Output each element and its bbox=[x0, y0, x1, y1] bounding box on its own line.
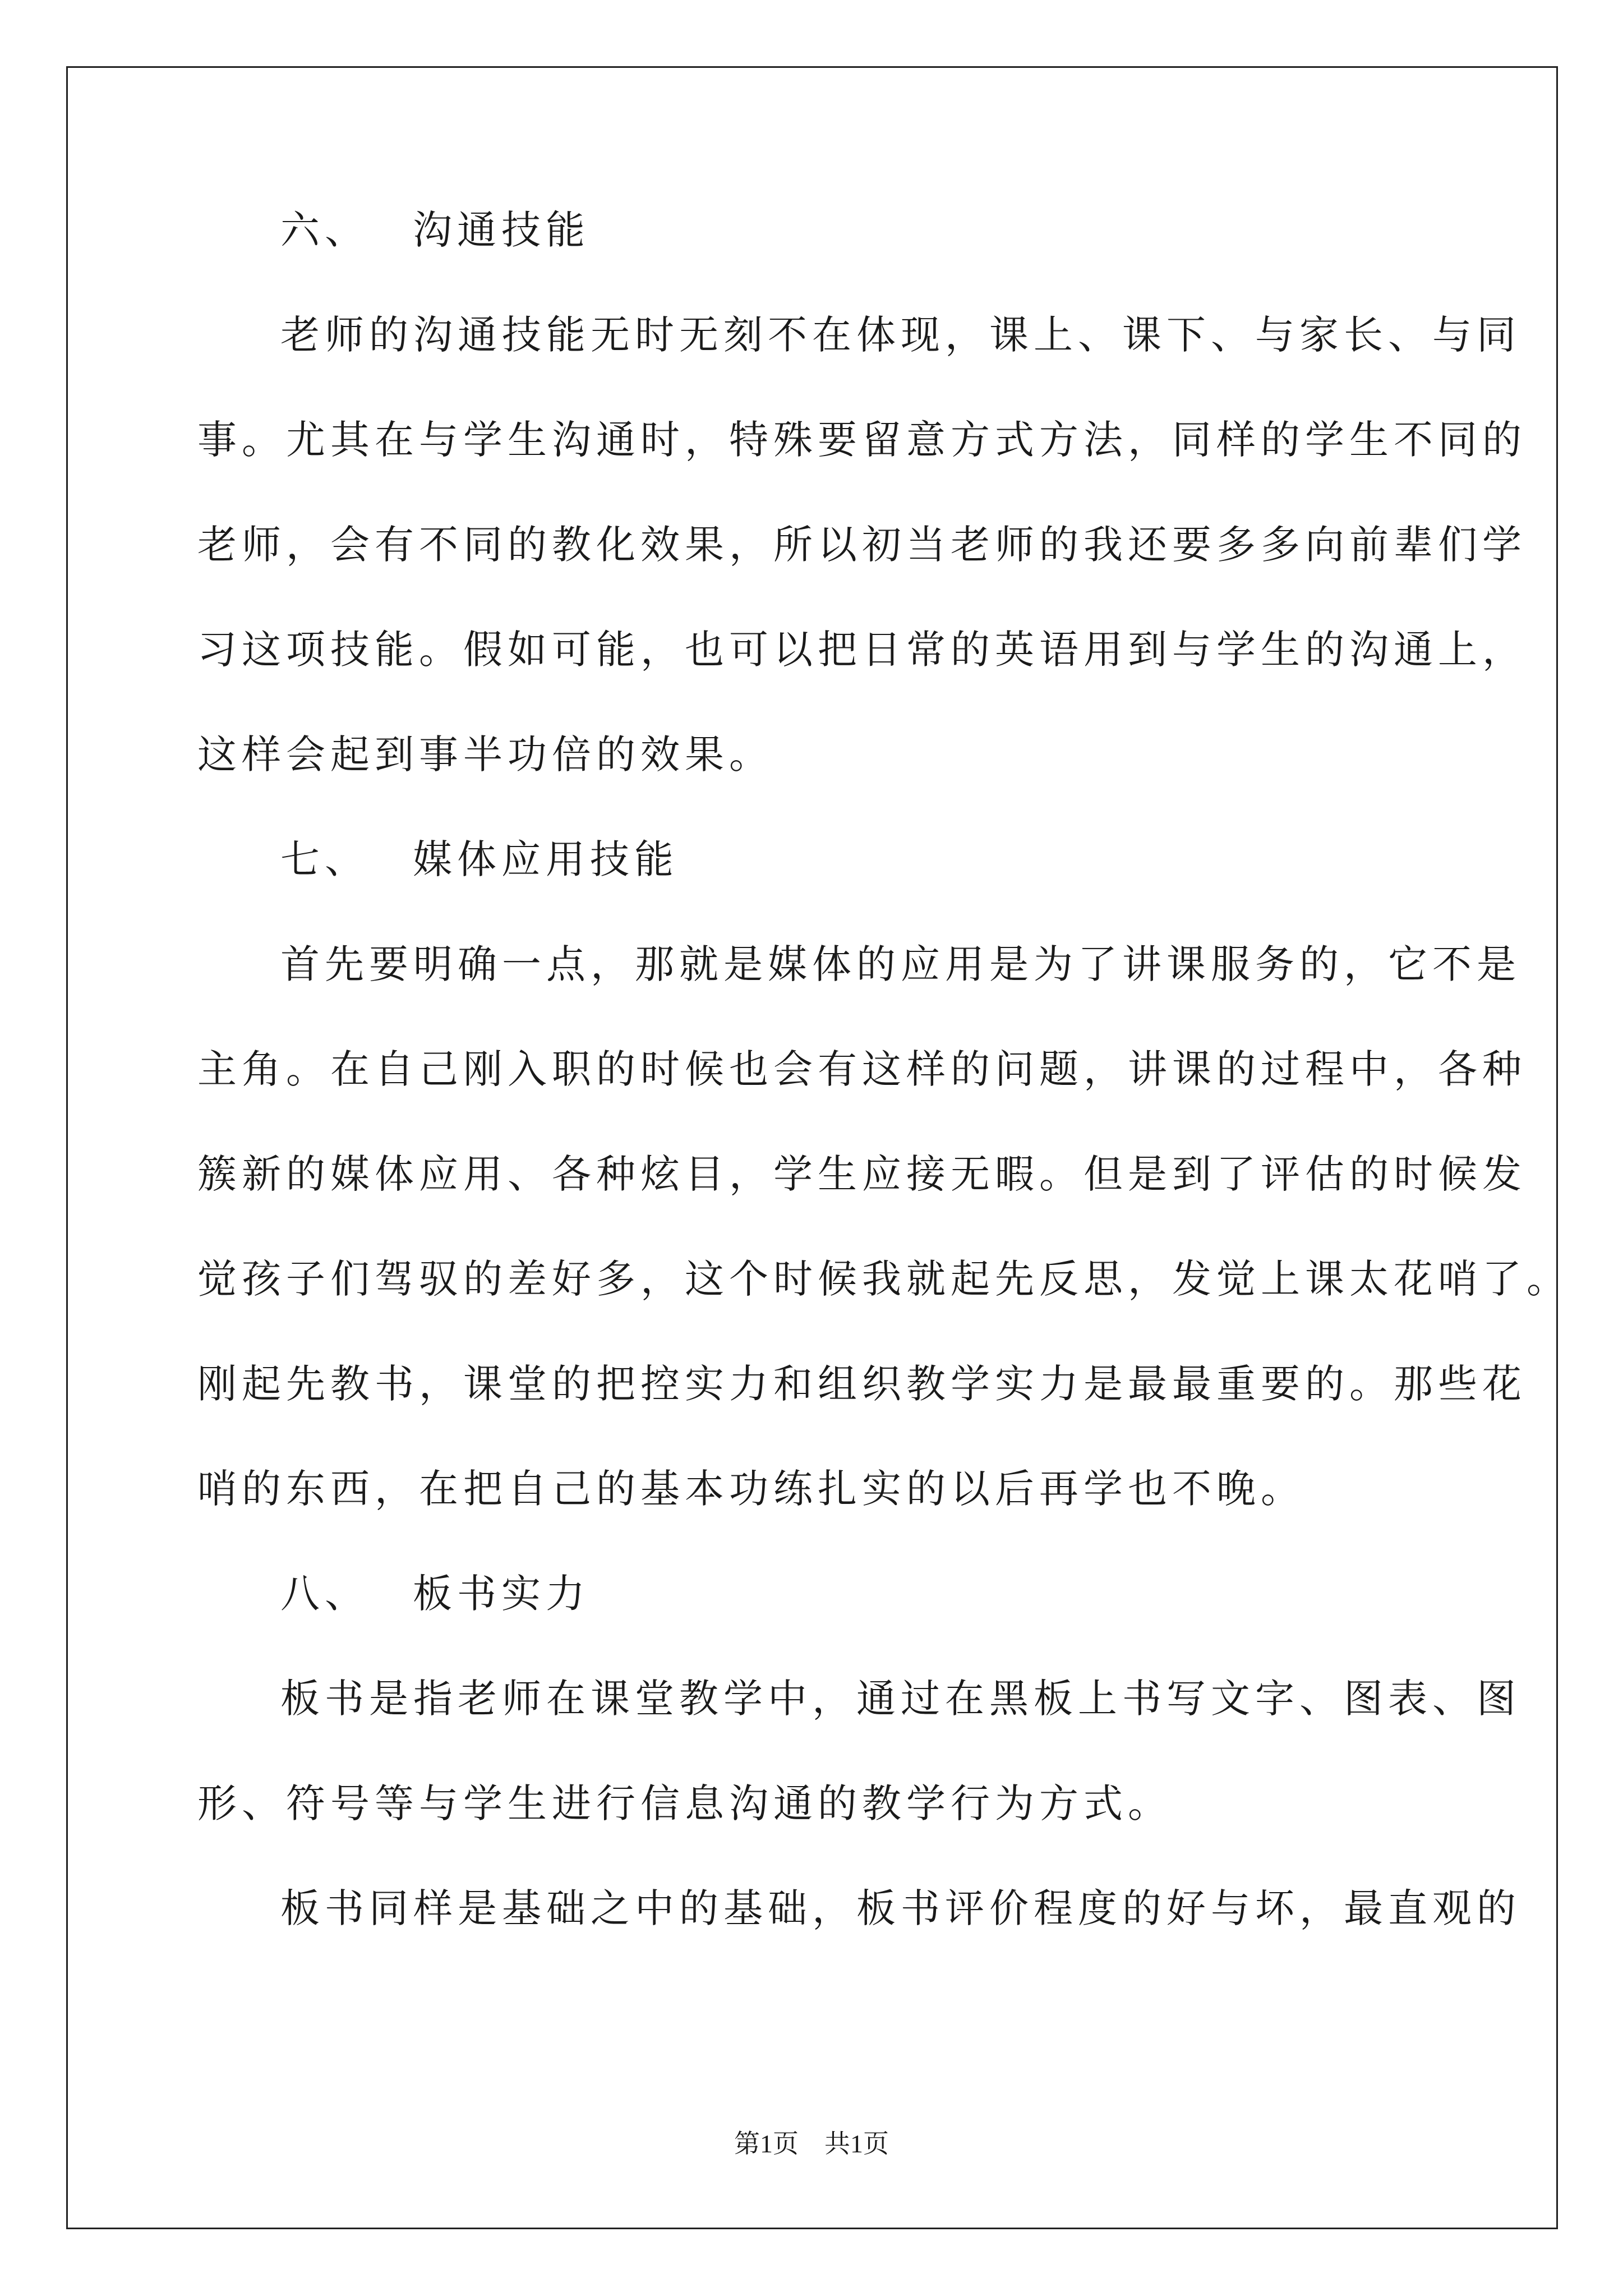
page-number: 第1页 bbox=[734, 2129, 799, 2158]
paragraph-line: 刚起先教书，课堂的把控实力和组织教学实力是最最重要的。那些花 bbox=[197, 1361, 1527, 1407]
paragraph-line: 主角。在自己刚入职的时候也会有这样的问题，讲课的过程中，各种 bbox=[197, 1046, 1527, 1092]
section-title: 媒体应用技能 bbox=[413, 836, 679, 882]
section-title: 板书实力 bbox=[413, 1571, 590, 1617]
paragraph-line: 老师的沟通技能无时无刻不在体现，课上、课下、与家长、与同 bbox=[280, 312, 1521, 358]
paragraph-line: 事。尤其在与学生沟通时，特殊要留意方式方法，同样的学生不同的 bbox=[197, 417, 1527, 463]
paragraph-line: 板书是指老师在课堂教学中，通过在黑板上书写文字、图表、图 bbox=[280, 1676, 1521, 1722]
paragraph-line: 板书同样是基础之中的基础，板书评价程度的好与坏，最直观的 bbox=[280, 1885, 1521, 1931]
section-heading-8 bbox=[280, 1566, 590, 1622]
paragraph-line: 这样会起到事半功倍的效果。 bbox=[197, 731, 773, 777]
paragraph-line: 觉孩子们驾驭的差好多，这个时候我就起先反思，发觉上课太花哨了。 bbox=[197, 1256, 1571, 1302]
paragraph-line: 哨的东西，在把自己的基本功练扎实的以后再学也不晚。 bbox=[197, 1466, 1305, 1512]
section-heading-7 bbox=[280, 831, 679, 887]
paragraph-line: 首先要明确一点，那就是媒体的应用是为了讲课服务的，它不是 bbox=[280, 941, 1521, 987]
paragraph-line: 老师，会有不同的教化效果，所以初当老师的我还要多多向前辈们学 bbox=[197, 522, 1527, 568]
page-total: 共1页 bbox=[824, 2129, 889, 2158]
section-number: 六、 bbox=[280, 207, 369, 253]
page-footer bbox=[0, 2127, 1623, 2161]
section-number: 七、 bbox=[280, 836, 369, 882]
section-number: 八、 bbox=[280, 1571, 369, 1617]
paragraph-line: 簇新的媒体应用、各种炫目，学生应接无暇。但是到了评估的时候发 bbox=[197, 1151, 1527, 1197]
paragraph-line: 形、符号等与学生进行信息沟通的教学行为方式。 bbox=[197, 1780, 1172, 1826]
section-heading-6 bbox=[280, 202, 590, 258]
section-title: 沟通技能 bbox=[413, 207, 590, 253]
paragraph-line: 习这项技能。假如可能，也可以把日常的英语用到与学生的沟通上， bbox=[197, 627, 1527, 673]
